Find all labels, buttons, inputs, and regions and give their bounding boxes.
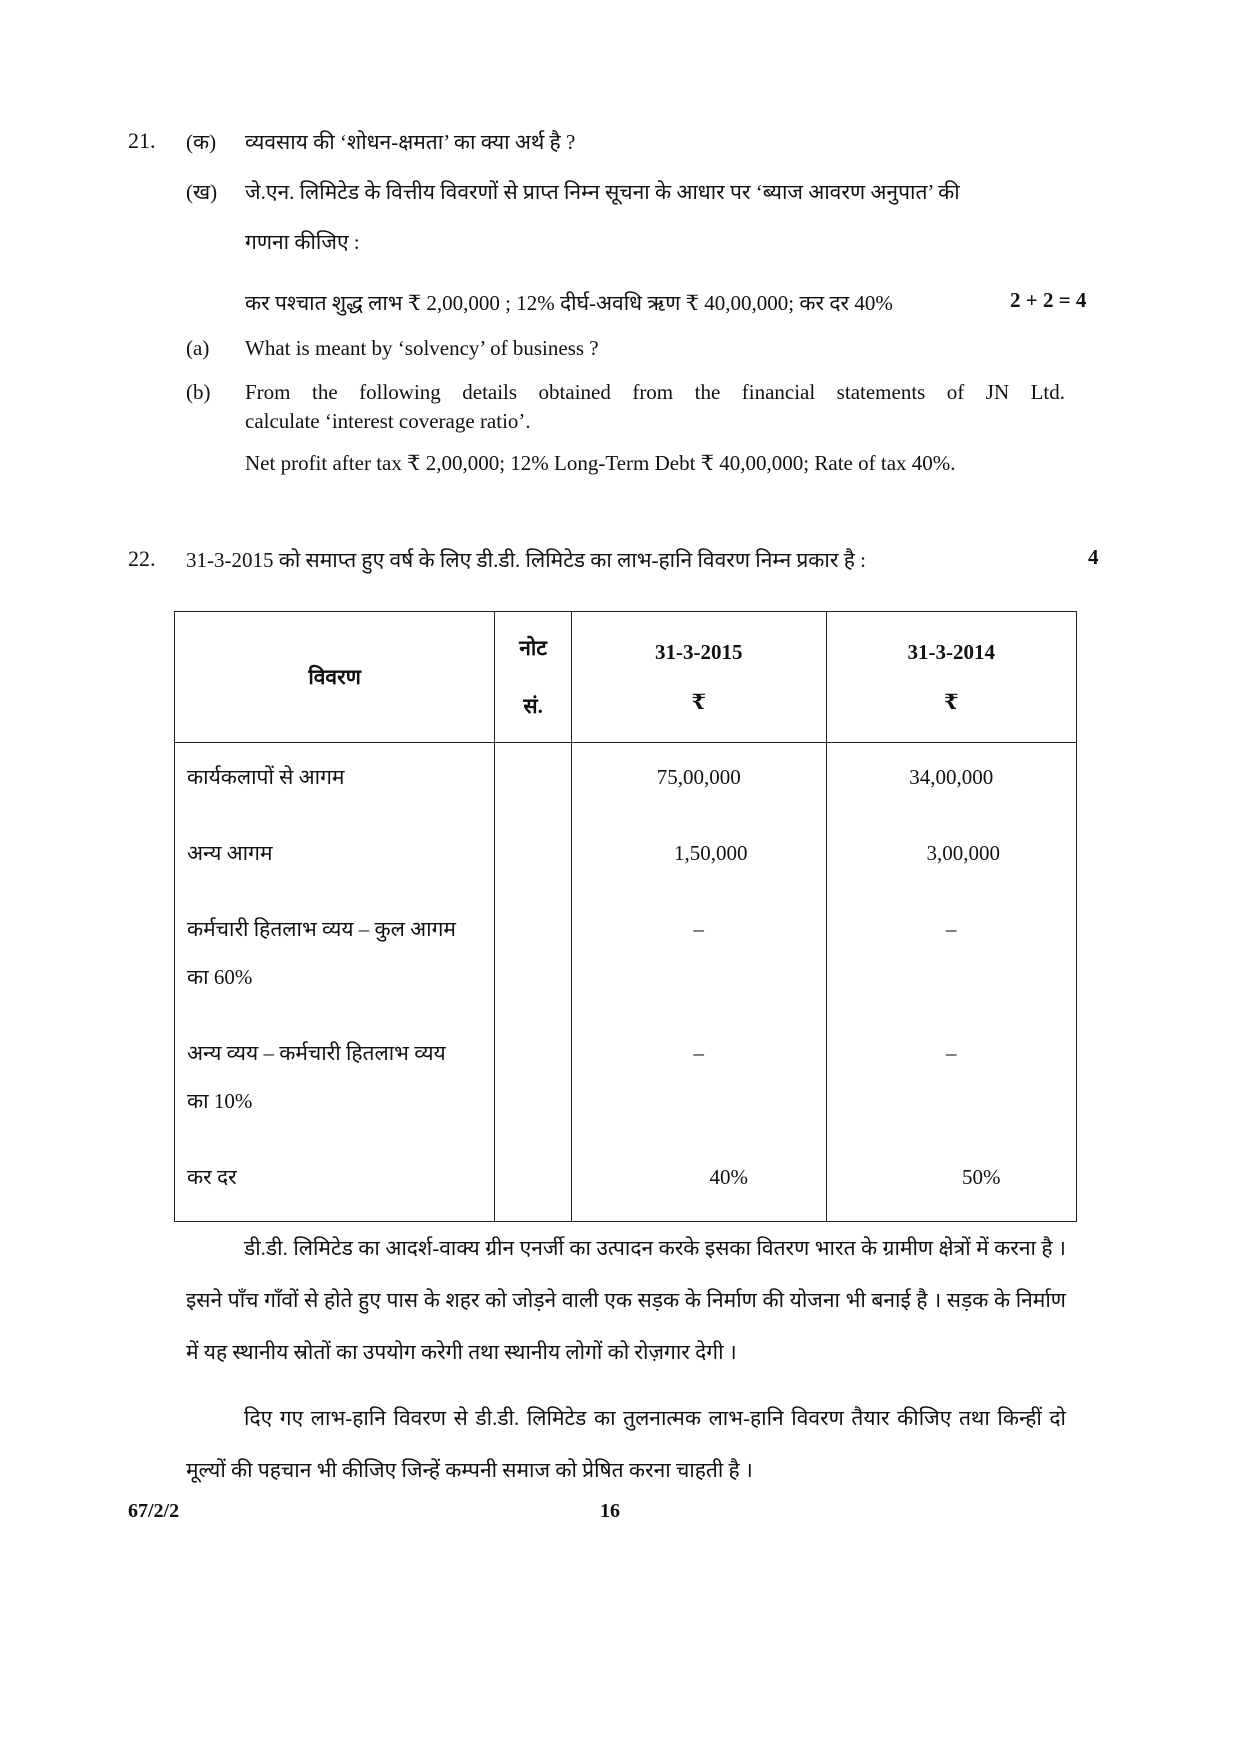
header-2015: [572, 612, 826, 743]
row-employee-expense-2014: –: [946, 917, 957, 941]
row-other-expense-2015: –: [693, 1041, 705, 1065]
row-other-income-2015: 1,50,000: [674, 841, 748, 865]
column-2014: [826, 743, 1077, 1222]
q21-a-hindi-label: (क): [186, 130, 217, 154]
row-other-income-label: अन्य आगम: [187, 841, 273, 865]
row-other-income-2014: 3,00,000: [926, 841, 1000, 865]
q22-paragraph-1: डी.डी. लिमिटेड का आदर्श-वाक्य ग्रीन एनर्जी का उत्पादन करके इसका वितरण भारत के ग्रामीण क्षेत्रों में करना है । इसने पाँच गाँवों से होते हुए पास के शहर को जोड़ने वाली एक सड़क के निर्माण की योजना भी बनाई है । सड़क के निर्माण में यह स्थानीय स्रोतों का उपयोग करेगी तथा स्थानीय लोगों को रोज़गार देगी ।: [186, 1236, 1066, 1364]
q21-b-english-line2: calculate ‘interest coverage ratio’.: [245, 409, 531, 433]
table-header-row: [175, 612, 1077, 743]
q21-b-hindi-text: [245, 177, 1065, 207]
q22-marks: 4: [1088, 545, 1099, 569]
row-other-expense-label-1: अन्य व्यय – कर्मचारी हितलाभ व्यय: [187, 1041, 446, 1065]
row-other-expense-label-2: का 10%: [187, 1089, 253, 1113]
page-number: 16: [600, 1500, 620, 1522]
header-2015-date: 31-3-2015: [655, 639, 743, 664]
column-2015: [572, 743, 826, 1222]
q21-b-hindi-label: (ख): [186, 180, 218, 204]
header-note-line2: सं.: [523, 694, 543, 718]
table-body-row: [175, 743, 1077, 1222]
header-note-no: [495, 612, 572, 743]
q21-b-hindi-data: कर पश्चात शुद्ध लाभ ₹ 2,00,000 ; 12% दीर्घ-अवधि ऋण ₹ 40,00,000; कर दर 40%: [245, 291, 893, 315]
q21-a-hindi-text: व्यवसाय की ‘शोधन-क्षमता’ का क्या अर्थ है ?: [245, 130, 576, 154]
row-tax-rate-2015: 40%: [709, 1165, 749, 1189]
row-revenue-2015: 75,00,000: [656, 765, 741, 789]
row-other-expense-2014: –: [946, 1041, 957, 1065]
header-particulars: [175, 612, 495, 743]
question-22-number: 22.: [128, 546, 156, 571]
question-21-number: 21.: [128, 128, 156, 153]
row-revenue-label: कार्यकलापों से आगम: [187, 765, 345, 789]
paper-code: 67/2/2: [128, 1500, 180, 1522]
header-2014-date: 31-3-2014: [907, 639, 995, 664]
profit-loss-table: [174, 611, 1077, 1222]
q21-marks: 2 + 2 = 4: [1010, 288, 1087, 312]
q22-paragraph-2: दिए गए लाभ-हानि विवरण से डी.डी. लिमिटेड का तुलनात्मक लाभ-हानि विवरण तैयार कीजिए तथा किन्हीं दो मूल्यों की पहचान भी कीजिए जिन्हें कम्पनी समाज को प्रेषित करना चाहती है ।: [186, 1406, 1066, 1482]
header-note-line1: नोट: [519, 636, 547, 660]
q21-b-hindi-line1: जे.एन. लिमिटेड के वित्तीय विवरणों से प्राप्त निम्न सूचना के आधार पर ‘ब्याज आवरण अनुपात’ की: [245, 180, 960, 204]
q21-a-english-text: What is meant by ‘solvency’ of business ?: [245, 336, 599, 360]
header-2014: [826, 612, 1077, 743]
q22-intro: 31-3-2015 को समाप्त हुए वर्ष के लिए डी.डी. लिमिटेड का लाभ-हानि विवरण निम्न प्रकार है :: [186, 548, 866, 572]
particulars-column: [175, 743, 495, 1222]
q21-b-hindi-line2: गणना कीजिए :: [245, 230, 360, 254]
row-employee-expense-2015: –: [693, 917, 705, 941]
row-revenue-2014: 34,00,000: [909, 765, 994, 789]
header-2015-currency: ₹: [691, 689, 707, 714]
q21-b-english-line1: From the following details obtained from the financial statements of JN Ltd.: [245, 380, 1065, 404]
header-particulars-text: विवरण: [308, 665, 361, 689]
q21-b-english-label: (b): [186, 380, 211, 404]
row-tax-rate-2014: 50%: [962, 1165, 1001, 1189]
row-employee-expense-label-1: कर्मचारी हितलाभ व्यय – कुल आगम: [187, 917, 456, 941]
q21-b-english-data: Net profit after tax ₹ 2,00,000; 12% Long-Term Debt ₹ 40,00,000; Rate of tax 40%.: [245, 451, 956, 475]
row-employee-expense-label-2: का 60%: [187, 965, 253, 989]
q21-a-english-label: (a): [186, 336, 210, 360]
note-column: [495, 743, 572, 1222]
row-tax-rate-label: कर दर: [187, 1165, 237, 1189]
header-2014-currency: ₹: [943, 689, 959, 714]
